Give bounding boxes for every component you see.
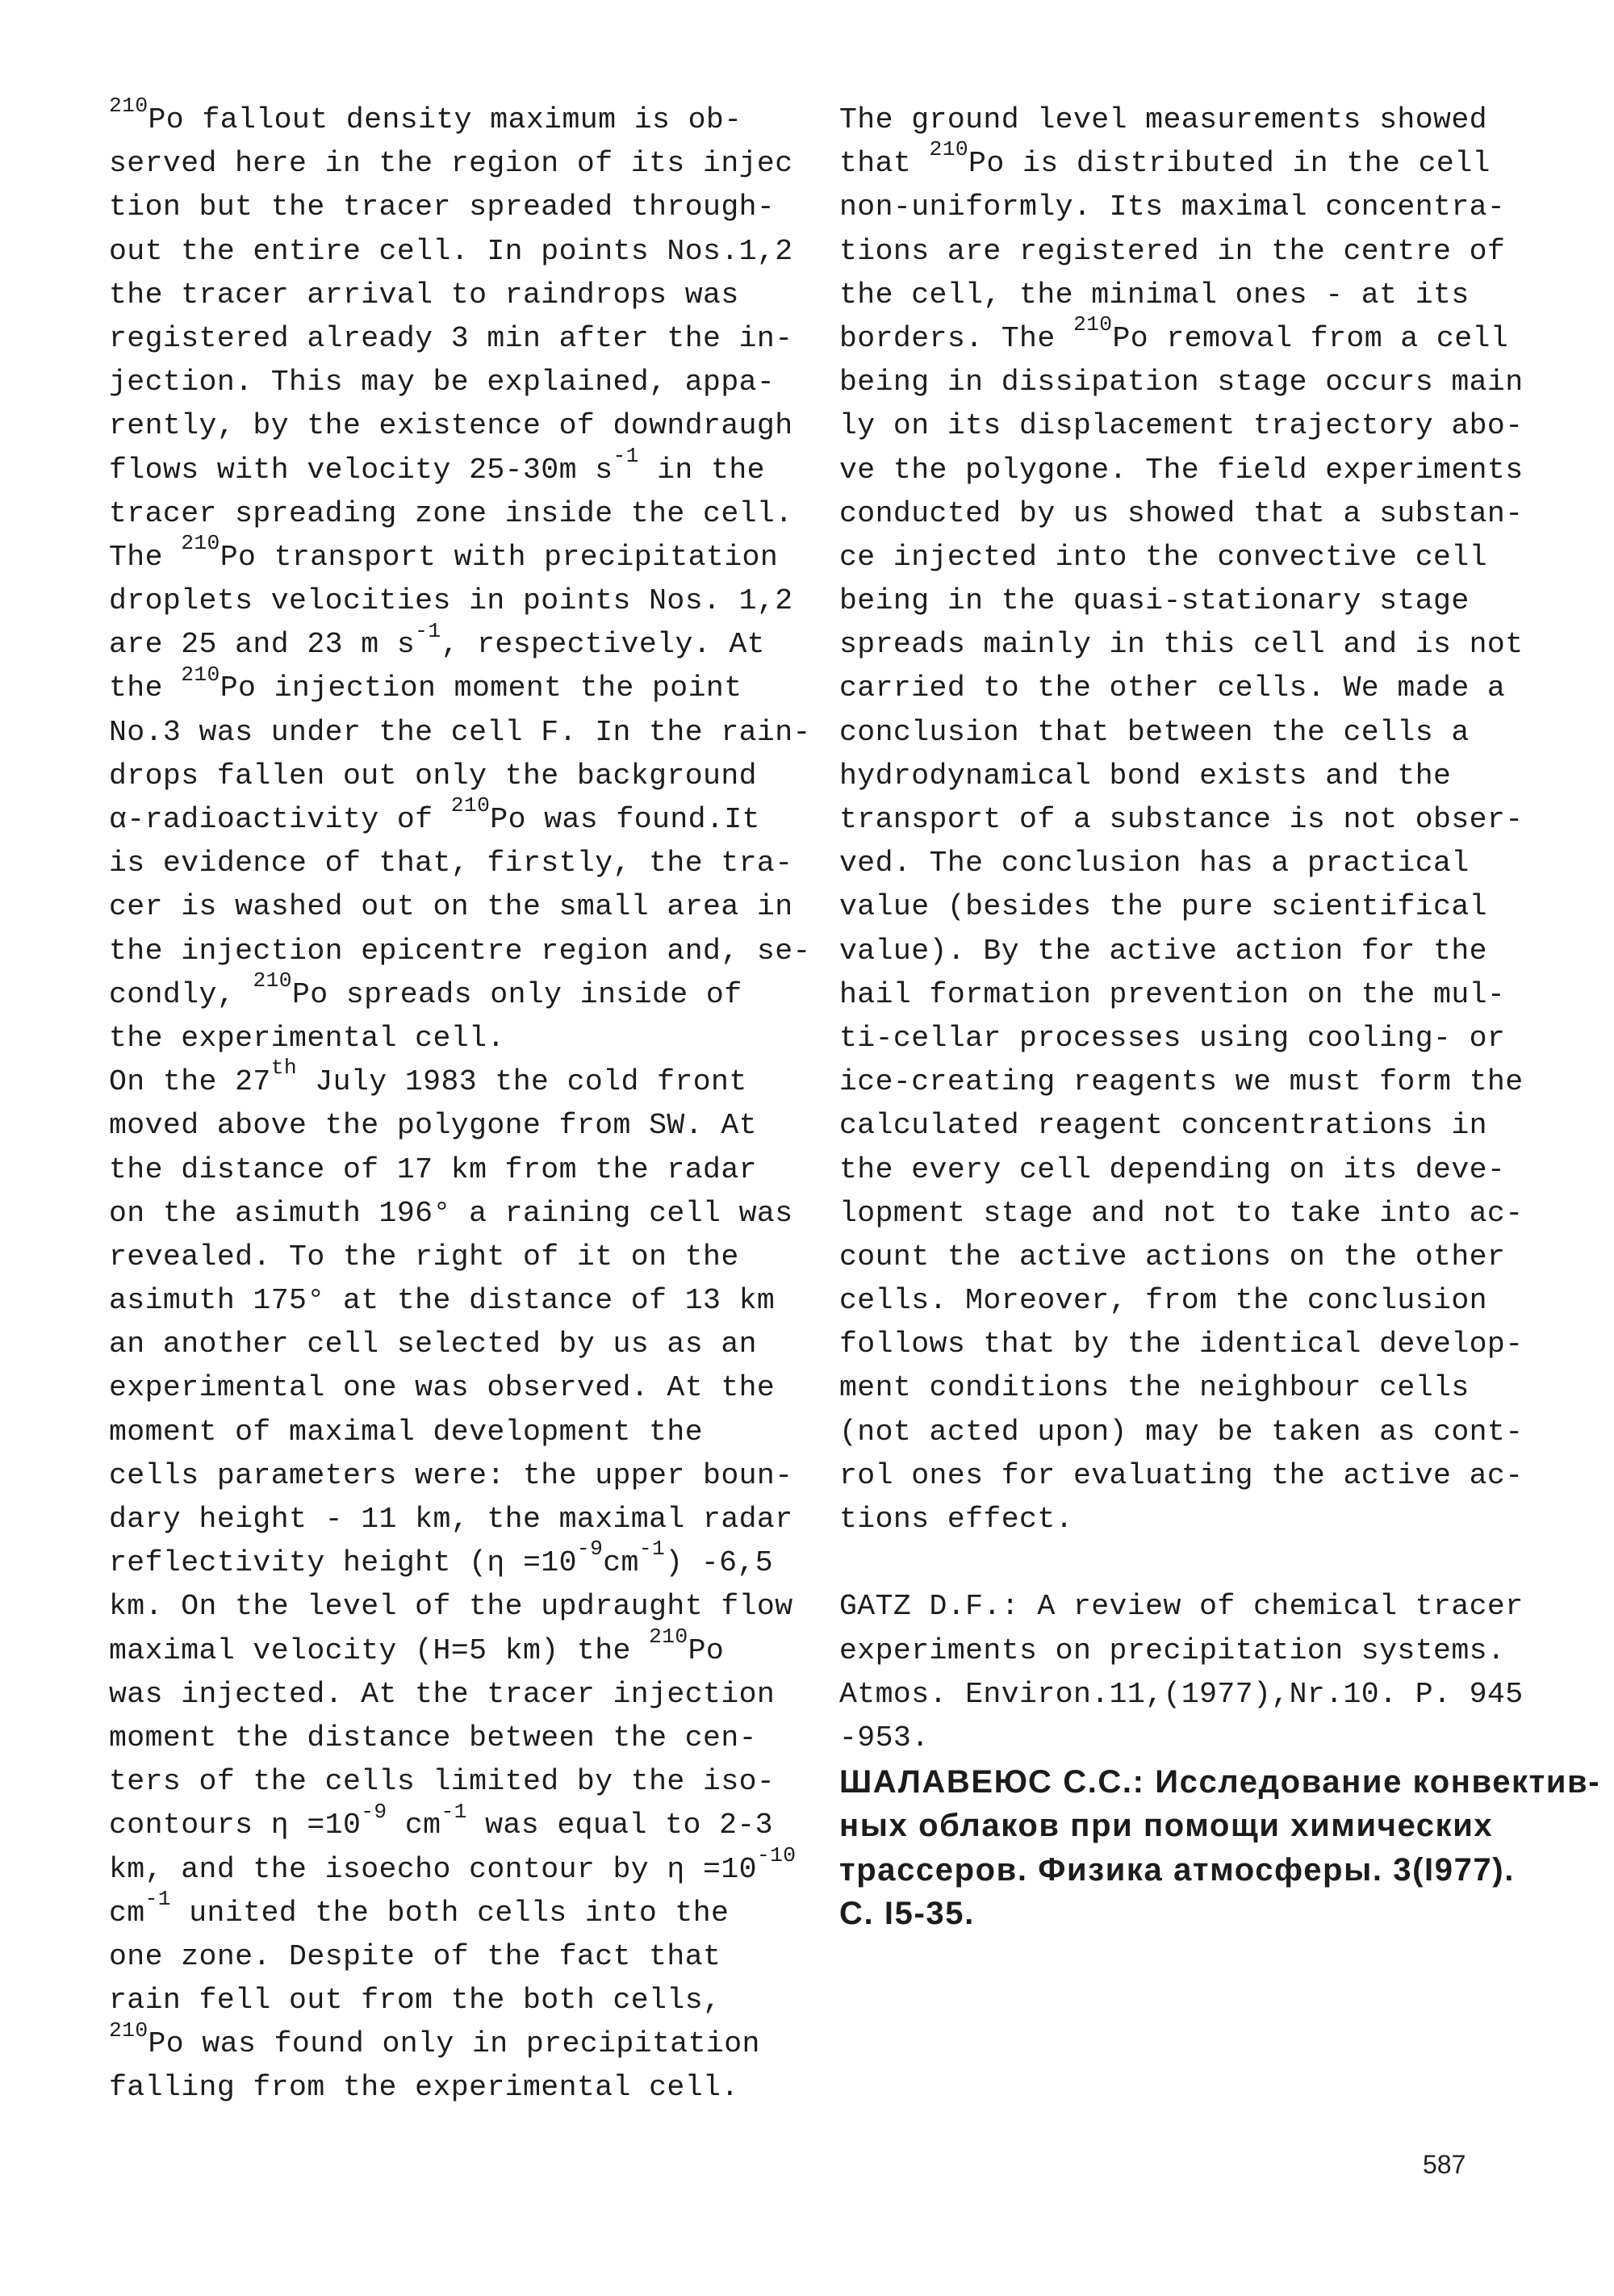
text-line [109,1454,811,1498]
text-line [839,404,1600,448]
superscript: -9 [361,1799,387,1824]
text-run: was injected. At the tracer injection [109,1677,776,1711]
text-line [109,711,811,755]
superscript: 210 [181,662,220,687]
text-run: is evidence of that, firstly, the tra- [109,847,793,880]
text-run: the [109,671,182,705]
text-line [839,973,1600,1017]
text-run: follows that by the identical develop- [839,1328,1524,1361]
text-line [109,968,811,1017]
text-run: tracer spreading zone inside the cell. [109,496,793,530]
text-run: transport of a substance is not obser- [839,803,1524,836]
text-run: carried to the other cells. We made a [839,671,1506,705]
text-run: Po was found only in precipitation [148,2027,760,2061]
text-run: the injection epicentre region and, se- [109,934,811,968]
text-line [109,930,811,973]
text-line [109,1886,811,1935]
text-run: ce injected into the convective cell [839,540,1487,574]
page-number: 587 [1423,2150,1466,2179]
text-line [839,755,1600,798]
text-run: drops fallen out only the background [109,759,757,793]
text-line [109,1585,811,1629]
text-run: rently, by the existence of downdraugh [109,409,793,443]
text-line [109,842,811,885]
text-run: spreads mainly in this cell and is not [839,628,1524,662]
text-run: The ground level measurements showed [839,103,1487,136]
text-line [839,1323,1600,1366]
text-line [109,1979,811,2022]
text-run: on the asimuth 196° a raining cell was [109,1196,793,1230]
text-run: cm [387,1809,441,1842]
text-run: the cell, the minimal ones - at its [839,278,1470,312]
text-line [109,793,811,842]
text-run: was equal to 2-3 [466,1809,773,1842]
text-run: that [839,147,930,181]
text-run: tions effect. [839,1503,1073,1536]
spacer [839,1541,1600,1585]
text-line [839,1192,1600,1236]
text-run: condly, [109,977,253,1011]
text-line [109,1056,811,1104]
text-run: ti-cellar processes using cooling- or [839,1021,1506,1055]
text-run: tion but the tracer spreaded through- [109,190,776,224]
text-line [109,531,811,579]
text-line [109,579,811,623]
text-line [109,274,811,317]
text-line [109,1624,811,1673]
text-line [109,1498,811,1541]
text-run: Po is distributed in the cell [968,147,1491,181]
text-run: ters of the cells limited by the iso- [109,1765,776,1799]
text-line [839,312,1600,361]
text-run: value). By the active action for the [839,934,1487,968]
text-run: the experimental cell. [109,1021,505,1055]
text-line [109,1323,811,1366]
superscript: -1 [441,1799,467,1824]
text-line [839,1148,1600,1192]
text-run: , respectively. At [441,628,765,662]
text-run: being in dissipation stage occurs main [839,366,1524,399]
text-run: rain fell out from the both cells, [109,1984,721,2018]
text-run: revealed. To the right of it on the [109,1240,739,1273]
text-line [839,1017,1600,1060]
superscript: -10 [756,1842,797,1867]
text-run: the distance of 17 km from the radar [109,1152,757,1186]
text-run: hydrodynamical bond exists and the [839,759,1452,793]
text-line [839,885,1600,929]
superscript: -1 [415,618,441,643]
text-line [109,1537,811,1585]
reference-line: Atmos. Environ.11,(1977),Nr.10. P. 945 [839,1677,1524,1711]
text-line [839,186,1600,229]
superscript: 210 [181,531,220,556]
text-line [839,536,1600,579]
text-line [109,317,811,361]
text-line [109,1760,811,1804]
text-run: The [109,540,182,574]
text-run: July 1983 the cold front [297,1065,747,1099]
text-line [109,618,811,667]
text-run: Po injection moment the point [220,671,742,705]
text-run: ve the polygone. The field experiments [839,453,1524,487]
text-line [839,798,1600,842]
text-run: experimental one was observed. At the [109,1371,776,1405]
text-line [839,667,1600,710]
text-run: contours η =10 [109,1809,362,1842]
text-line [109,1366,811,1410]
superscript: 210 [649,1624,688,1649]
text-line [109,230,811,274]
text-line [109,755,811,798]
text-line [839,449,1600,492]
text-line [109,142,811,186]
text-line [109,1411,811,1454]
reference-line: GATZ D.F.: A review of chemical tracer [839,1590,1524,1624]
text-run: borders. The [839,321,1073,355]
superscript: 210 [109,94,148,119]
text-run: conducted by us showed that a substan- [839,496,1524,530]
reference-line: трассеров. Физика атмосферы. 3(I977). [839,1851,1515,1888]
text-run: hail formation prevention on the mul- [839,977,1506,1011]
text-run: asimuth 175° at the distance of 13 km [109,1284,776,1318]
text-line [839,623,1600,667]
text-run: served here in the region of its injec [109,147,793,181]
text-run: Po fallout density maximum is ob- [148,103,742,136]
text-line [839,711,1600,755]
text-run: Po spreads only inside of [291,977,742,1011]
text-run: No.3 was under the cell F. In the rain- [109,715,811,749]
text-line [839,230,1600,274]
text-line [109,1279,811,1323]
text-line [839,1104,1600,1148]
text-run: ment conditions the neighbour cells [839,1371,1470,1405]
text-line [109,1799,811,1847]
text-line [839,1498,1600,1541]
text-run: jection. This may be explained, appa- [109,366,776,399]
reference-entry [839,1585,1600,1760]
text-line [109,186,811,229]
superscript: 210 [109,2018,148,2043]
text-run: are 25 and 23 m s [109,628,416,662]
superscript: -9 [576,1537,604,1562]
text-run: flows with velocity 25-30m s [109,453,613,487]
text-run: the every cell depending on its deve- [839,1152,1506,1186]
text-run: calculated reagent concentrations in [839,1109,1487,1143]
text-run: non-uniformly. Its maximal concentra- [839,190,1506,224]
text-run: ) -6,5 [665,1546,773,1580]
text-line [839,1060,1600,1104]
text-line [839,1411,1600,1454]
text-run: being in the quasi-stationary stage [839,584,1470,618]
text-line [839,492,1600,536]
text-line [109,885,811,929]
text-line [109,94,811,142]
text-run: registered already 3 min after the in- [109,321,793,355]
text-line [109,1148,811,1192]
text-run: count the active actions on the other [839,1240,1506,1273]
text-run: cm [603,1546,639,1580]
superscript: -1 [638,1537,666,1562]
text-run: in the [638,453,765,487]
text-run: ved. The conclusion has a practical [839,847,1470,880]
text-line [839,579,1600,623]
text-run: cells parameters were: the upper boun- [109,1458,793,1492]
superscript: 210 [450,793,491,818]
superscript: -1 [144,1886,171,1911]
text-run: moment the distance between the cen- [109,1721,757,1754]
text-run: one zone. Despite of the fact that [109,1939,721,1973]
text-line [109,1717,811,1760]
text-run: Po [688,1633,725,1667]
text-line [839,1366,1600,1410]
text-line [109,1673,811,1717]
text-run: Po removal from a cell [1112,321,1509,355]
text-line [839,842,1600,885]
superscript: th [270,1056,298,1081]
text-run: out the entire cell. In points Nos.1,2 [109,234,793,268]
text-run: cells. Moreover, from the conclusion [839,1284,1487,1318]
text-line [109,662,811,710]
superscript: 210 [253,968,292,993]
right-column [839,98,1600,1935]
text-run: droplets velocities in points Nos. 1,2 [109,584,793,618]
text-run: cm [109,1896,145,1930]
text-run: maximal velocity (H=5 km) the [109,1633,650,1667]
text-run: cer is washed out on the small area in [109,890,793,924]
reference-line: ШАЛАВЕЮС С.С.: Исследование конвектив- [839,1764,1601,1800]
text-run: km. On the level of the updraught flow [109,1590,793,1624]
text-run: moved above the polygone from SW. At [109,1109,757,1143]
text-run: (not acted upon) may be taken as cont- [839,1415,1524,1449]
text-run: α-radioactivity of [109,803,451,836]
text-run: On the 27 [109,1065,271,1099]
text-run: ly on its displacement trajectory abo- [839,409,1524,443]
text-line [109,492,811,536]
text-line [109,404,811,448]
text-run: tions are registered in the centre of [839,234,1506,268]
text-line [839,1454,1600,1498]
text-line [109,1192,811,1236]
superscript: 210 [1073,312,1113,337]
text-line [109,361,811,404]
text-run: falling from the experimental cell. [109,2071,739,2105]
superscript: 210 [929,137,969,162]
text-run: lopment stage and not to take into ac- [839,1196,1524,1230]
text-run: Po was found.It [490,803,760,836]
text-line [109,1104,811,1148]
reference-line: ных облаков при помощи химических [839,1808,1494,1844]
text-line [839,98,1600,142]
text-line [109,2066,811,2110]
superscript: -1 [613,443,639,468]
text-line [109,1842,811,1892]
text-run: dary height - 11 km, the maximal radar [109,1503,793,1536]
text-run: united the both cells into the [170,1896,730,1930]
text-line [109,1017,811,1060]
text-line [839,274,1600,317]
text-line [109,443,811,492]
text-run: value (besides the pure scientifical [839,890,1487,924]
text-run: moment of maximal development the [109,1415,704,1449]
text-run: reflectivity height (η =10 [109,1546,577,1580]
text-line [839,930,1600,973]
text-line [839,1279,1600,1323]
text-run: conclusion that between the cells a [839,715,1470,749]
text-run: ice-creating reagents we must form the [839,1065,1524,1099]
text-line [839,361,1600,404]
text-run: rol ones for evaluating the active ac- [839,1458,1524,1492]
left-column [109,94,811,2110]
reference-line: С. I5-35. [839,1895,975,1931]
reference-line: -953. [839,1721,930,1754]
reference-line: experiments on precipitation systems. [839,1633,1506,1667]
text-run: an another cell selected by us as an [109,1328,757,1361]
reference-entry [839,1760,1600,1935]
text-run: Po transport with precipitation [220,540,779,574]
text-run: the tracer arrival to raindrops was [109,278,739,312]
text-line [839,137,1600,186]
text-line [109,1935,811,1979]
text-line [839,1236,1600,1279]
text-run: km, and the isoecho contour by η =10 [109,1852,757,1886]
text-line [109,1236,811,1279]
text-line [109,2018,811,2066]
